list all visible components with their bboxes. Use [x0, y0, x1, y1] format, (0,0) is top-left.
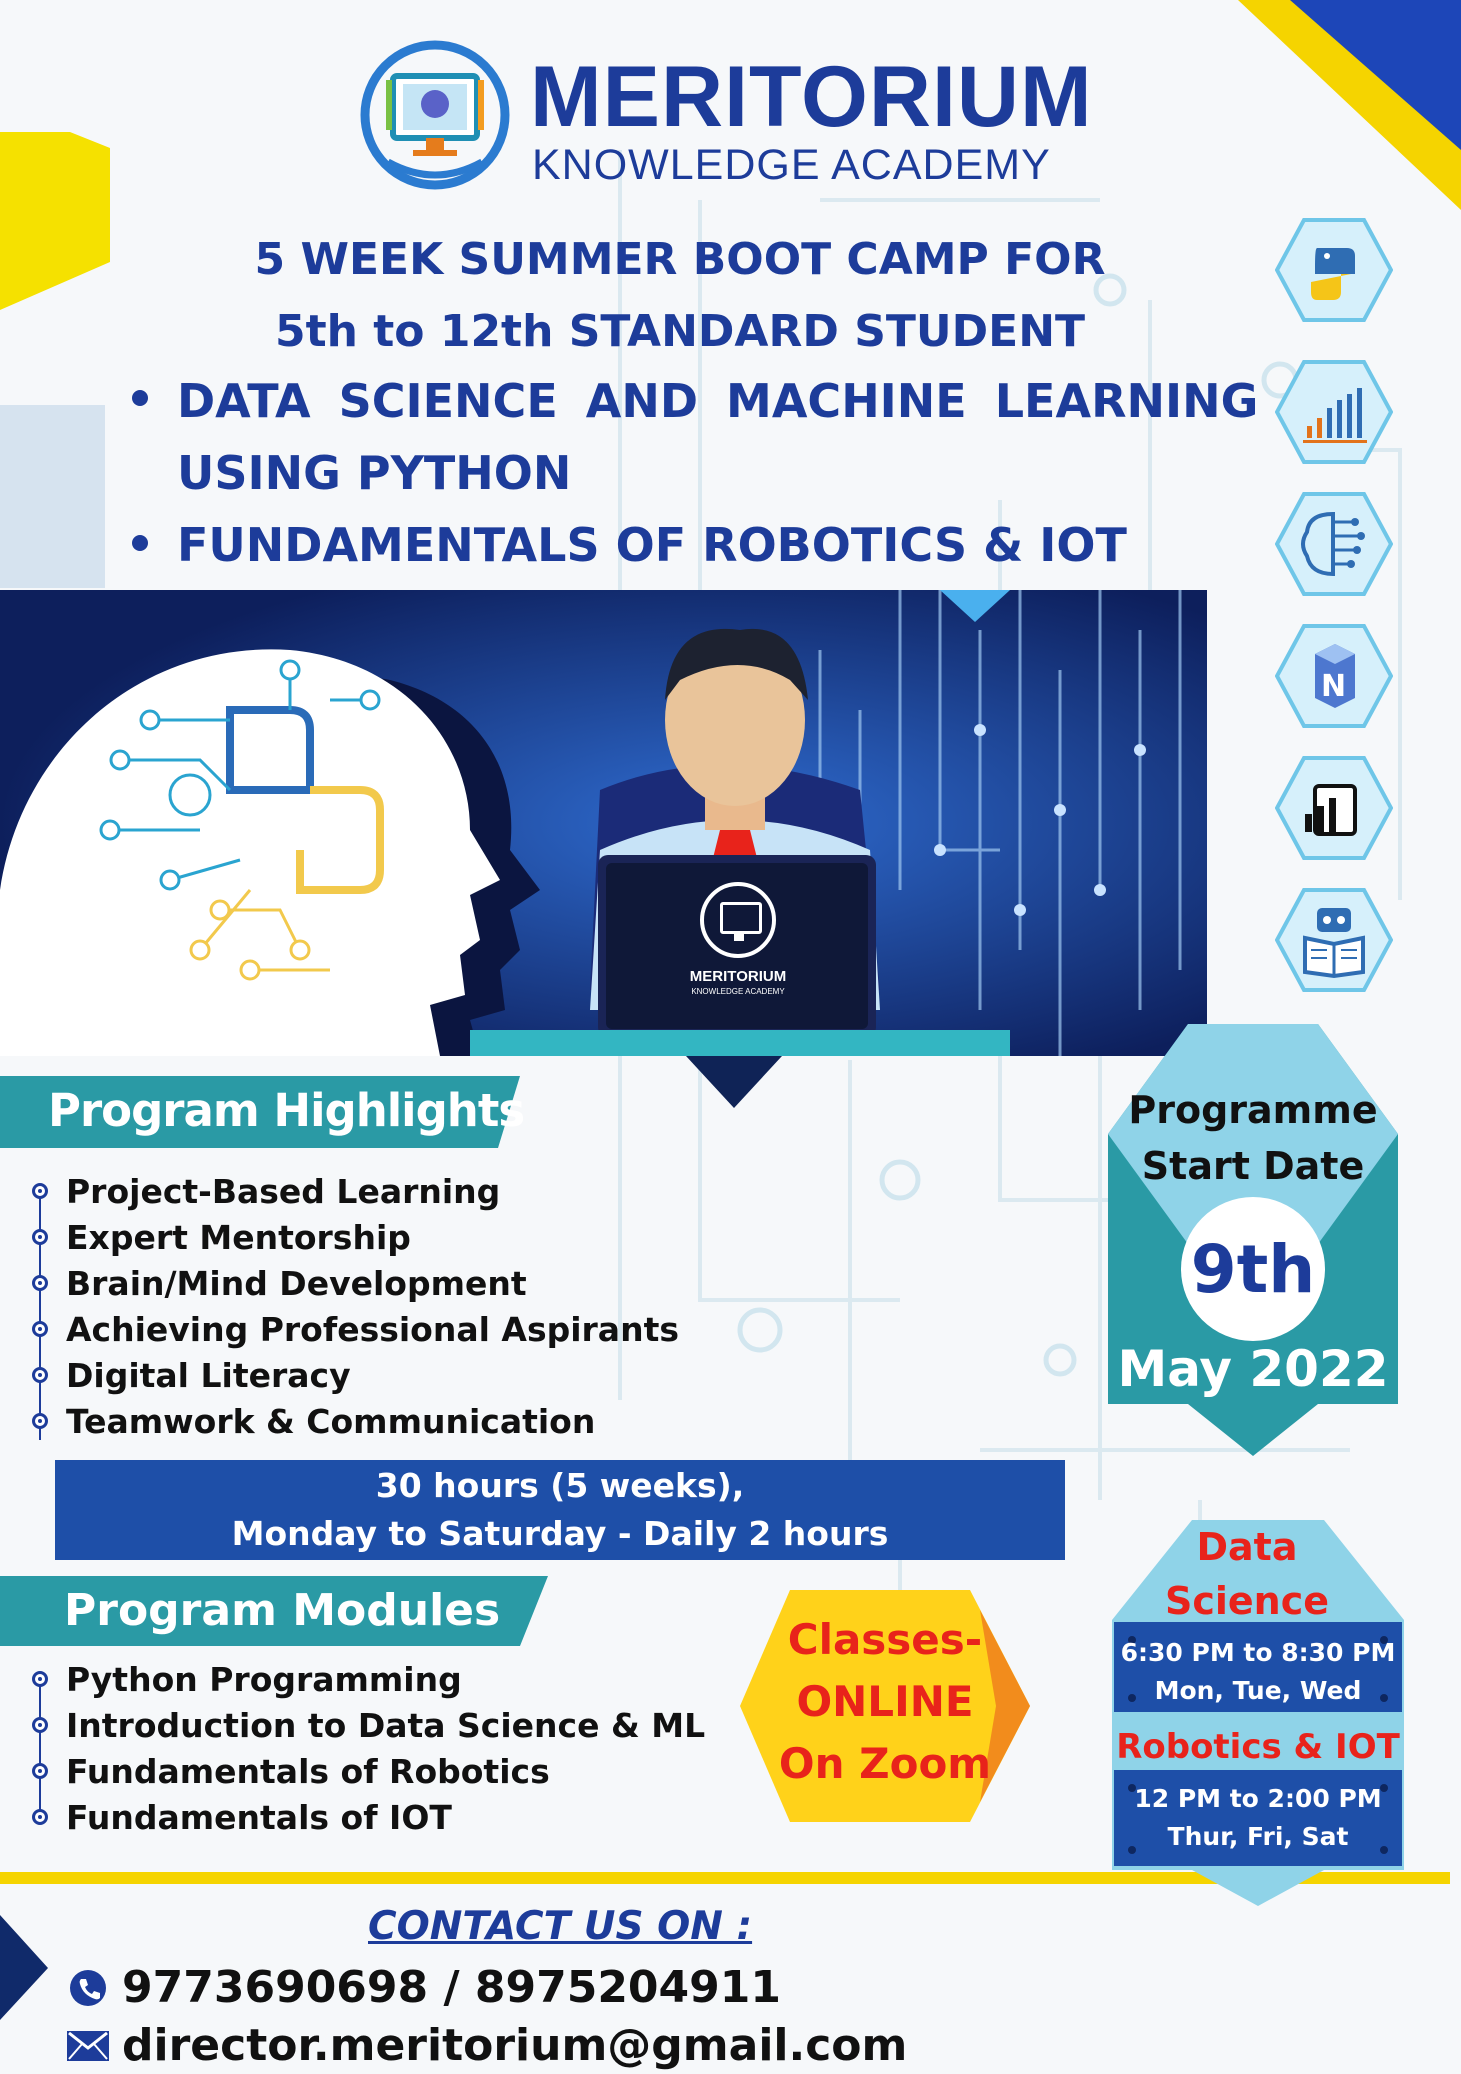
bullet-dot: [32, 1413, 48, 1429]
highlights-connector-line: [39, 1190, 41, 1440]
numpy-icon: [1275, 624, 1393, 728]
bullet-dot: [32, 1321, 48, 1337]
contact-heading: CONTACT US ON :: [368, 1904, 753, 1949]
schedule-ds-days: Mon, Tue, Wed: [1154, 1676, 1362, 1705]
bullet-dot: [32, 1275, 48, 1291]
course-1-line-1: DATA SCIENCE AND MACHINE LEARNING: [177, 374, 1259, 428]
bar-chart-icon: [1275, 360, 1393, 464]
duration-line-1: 30 hours (5 weeks),: [375, 1466, 745, 1505]
highlight-text: Achieving Professional Aspirants: [66, 1309, 679, 1349]
list-item: [32, 1168, 679, 1214]
hero-illustration: [0, 590, 1207, 1056]
module-text: Fundamentals of IOT: [66, 1797, 452, 1837]
contact-phone[interactable]: 9773690698 / 8975204911: [122, 1962, 782, 2013]
schedule-ds-title-1: Data: [1196, 1525, 1298, 1569]
bullet-dot: [32, 1671, 48, 1687]
logo-emblem: [358, 38, 513, 193]
schedule-ds-title-2: Science: [1164, 1579, 1330, 1623]
highlight-text: Expert Mentorship: [66, 1217, 411, 1257]
power-bi-icon: [1275, 756, 1393, 860]
bullet-dot: [32, 1763, 48, 1779]
laptop-brand-subtitle: KNOWLEDGE ACADEMY: [691, 987, 785, 996]
phone-icon: [70, 1970, 106, 2006]
brand-name: MERITORIUM: [530, 49, 1093, 145]
module-text: Introduction to Data Science & ML: [66, 1705, 706, 1745]
list-item: [32, 1306, 679, 1352]
illustration-pointer: [686, 1056, 782, 1108]
list-item: [32, 1260, 679, 1306]
robot-reading-icon: [1275, 888, 1393, 992]
classes-line-1: Classes-: [787, 1615, 983, 1664]
start-date-label-1: Programme: [1128, 1088, 1378, 1132]
highlight-text: Teamwork & Communication: [66, 1401, 596, 1441]
highlight-text: Digital Literacy: [66, 1355, 351, 1395]
list-item: [32, 1352, 679, 1398]
schedule-ds-time: 6:30 PM to 8:30 PM: [1120, 1638, 1396, 1667]
contact-email[interactable]: director.meritorium@gmail.com: [122, 2020, 908, 2071]
modules-title: Program Modules: [64, 1585, 501, 1636]
course-2-line-1: FUNDAMENTALS OF ROBOTICS & IOT: [177, 518, 1127, 572]
python-icon: [1275, 218, 1393, 322]
list-item: [32, 1748, 705, 1794]
highlights-title: Program Highlights: [48, 1084, 525, 1137]
duration-line-2: Monday to Saturday - Daily 2 hours: [231, 1514, 889, 1553]
headline-line-1: 5 WEEK SUMMER BOOT CAMP FOR: [254, 234, 1106, 285]
bullet-dot: [32, 1809, 48, 1825]
bullet-dot: [32, 1229, 48, 1245]
list-item: [32, 1214, 679, 1260]
bullet-dot: [32, 1367, 48, 1383]
start-date-month-year: May 2022: [1117, 1340, 1389, 1398]
list-item: [32, 1398, 679, 1444]
svg-text:N: N: [1321, 669, 1347, 704]
laptop-logo-icon: [700, 882, 776, 958]
schedule-robotics-time: 12 PM to 2:00 PM: [1134, 1784, 1382, 1813]
course-1-line-2: USING PYTHON: [177, 446, 572, 500]
brain-circuit-icon: [1275, 492, 1393, 596]
email-icon: [66, 2030, 110, 2062]
classes-line-3: On Zoom: [778, 1739, 992, 1788]
schedule-robotics-days: Thur, Fri, Sat: [1167, 1822, 1349, 1851]
course-bullet-1: [132, 390, 148, 406]
duration-banner: [55, 1460, 1065, 1560]
headline-line-2: 5th to 12th STANDARD STUDENT: [274, 306, 1086, 357]
highlight-text: Project-Based Learning: [66, 1171, 501, 1211]
list-item: [32, 1702, 705, 1748]
schedule-robotics-title: Robotics & IOT: [1116, 1727, 1400, 1767]
brand-subtitle: KNOWLEDGE ACADEMY: [532, 141, 1051, 189]
classes-line-2: ONLINE: [796, 1677, 974, 1726]
highlights-list: [32, 1168, 679, 1444]
modules-list: [32, 1656, 705, 1840]
start-date-day: 9th: [1190, 1231, 1316, 1308]
start-date-label-2: Start Date: [1141, 1144, 1365, 1188]
list-item: [32, 1656, 705, 1702]
highlight-text: Brain/Mind Development: [66, 1263, 527, 1303]
module-text: Python Programming: [66, 1659, 462, 1699]
bullet-dot: [32, 1717, 48, 1733]
modules-connector-line: [39, 1678, 41, 1818]
laptop-brand-name: MERITORIUM: [689, 968, 787, 985]
module-text: Fundamentals of Robotics: [66, 1751, 550, 1791]
bullet-dot: [32, 1183, 48, 1199]
course-bullet-2: [132, 535, 148, 551]
list-item: [32, 1794, 705, 1840]
